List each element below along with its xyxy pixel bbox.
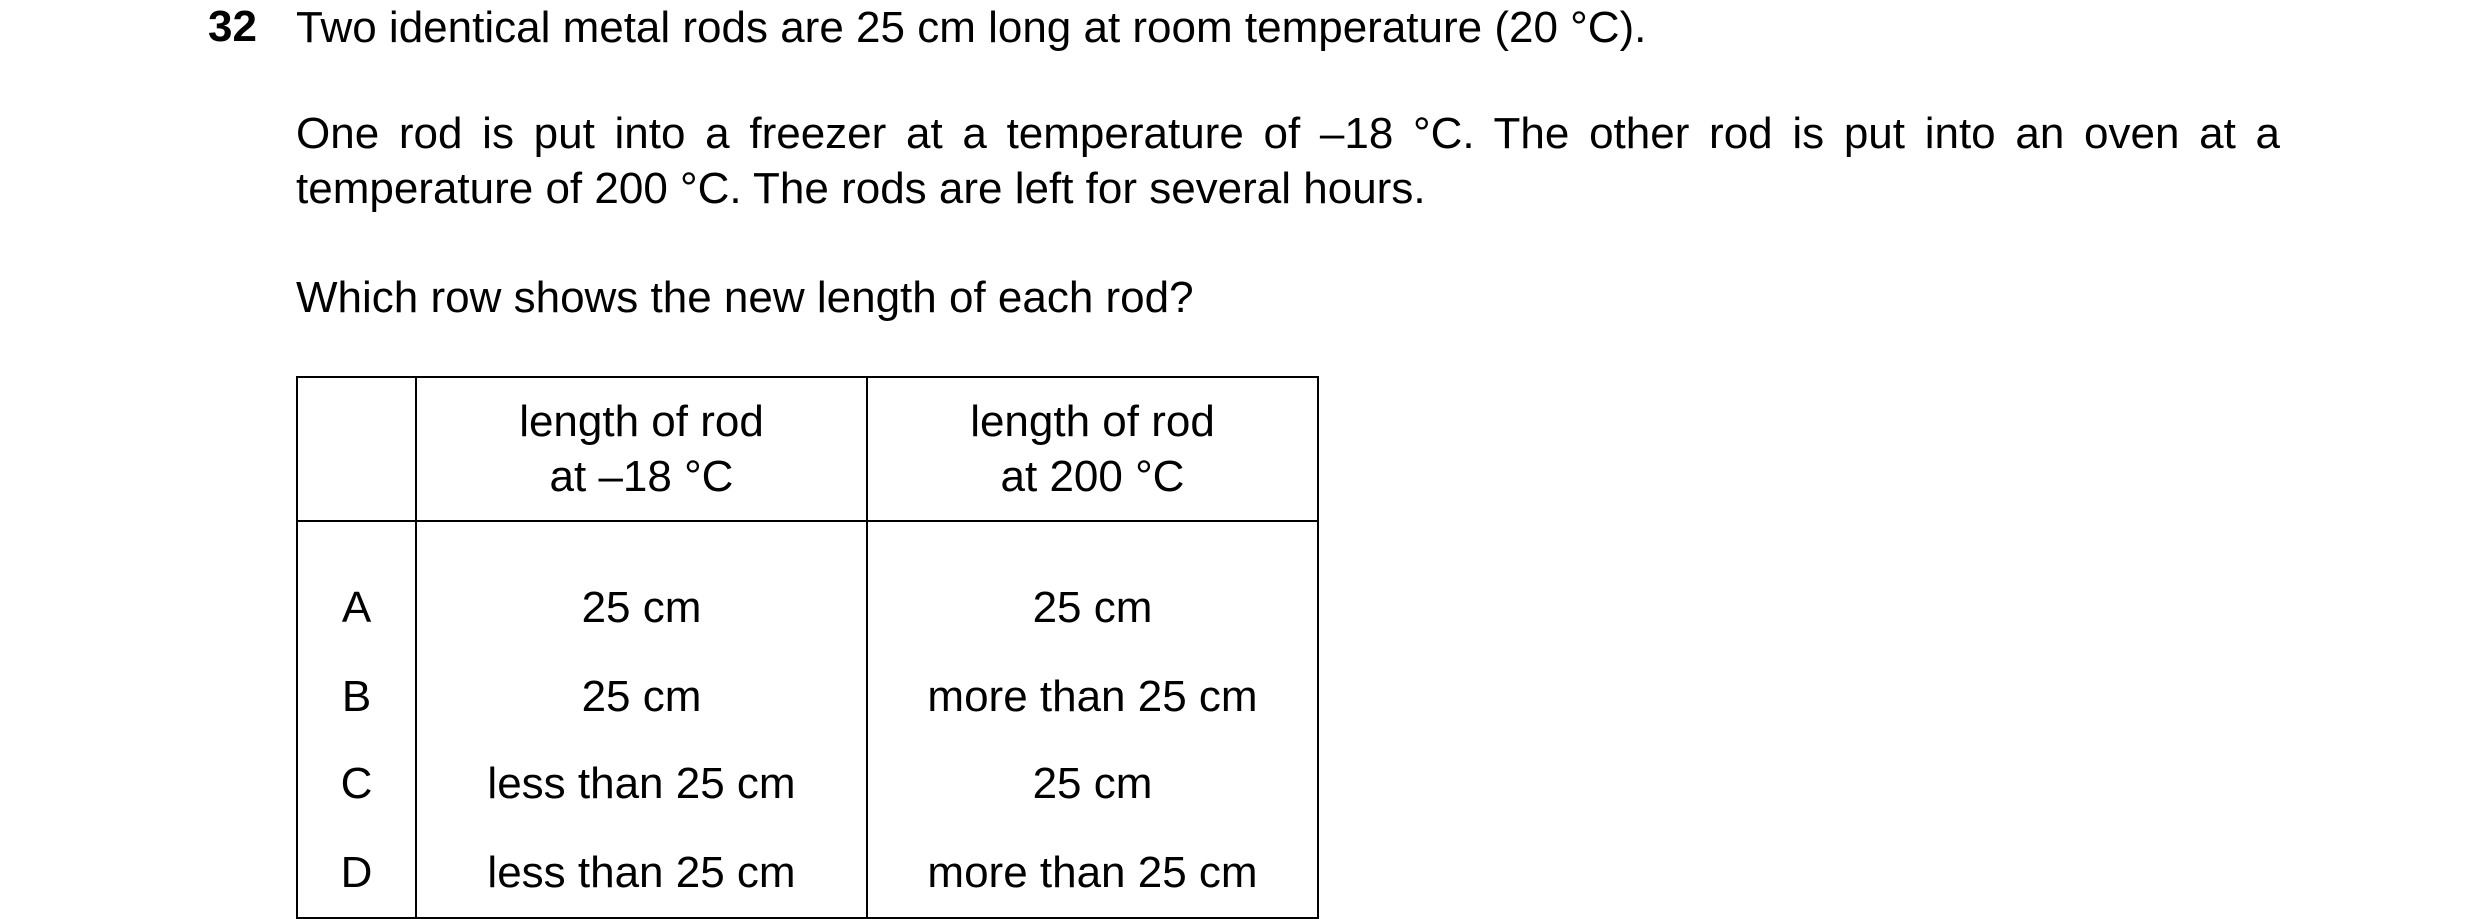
header-cold-line2: at –18 °C	[549, 452, 734, 501]
header-hot-line1: length of rod	[970, 397, 1215, 446]
table-row-c	[297, 740, 1318, 827]
header-cold-length	[416, 377, 867, 521]
header-blank-cell	[297, 377, 416, 521]
hot-length-cell: 25 cm	[867, 740, 1318, 827]
answer-table	[296, 376, 1319, 919]
option-letter: C	[297, 740, 416, 827]
option-letter: D	[297, 827, 416, 918]
header-hot-line2: at 200 °C	[1000, 452, 1185, 501]
question-setup: One rod is put into a freezer at a temperature of –18 °C. The other rod is put into an oven at a temperature of 200 °C. The rods are left for several hours.	[296, 109, 2280, 213]
question-intro: Two identical metal rods are 25 cm long at room temperature (20 °C).	[296, 3, 1647, 52]
option-letter: B	[297, 653, 416, 740]
question-number: 32	[208, 2, 257, 51]
hot-length-cell: 25 cm	[867, 521, 1318, 653]
header-cold-line1: length of rod	[519, 397, 764, 446]
cold-length-cell: 25 cm	[416, 653, 867, 740]
table-header-row	[297, 377, 1318, 521]
cold-length-cell: less than 25 cm	[416, 740, 867, 827]
table-row-b	[297, 653, 1318, 740]
option-letter: A	[297, 521, 416, 653]
table-row-a	[297, 521, 1318, 653]
cold-length-cell: less than 25 cm	[416, 827, 867, 918]
hot-length-cell: more than 25 cm	[867, 827, 1318, 918]
cold-length-cell: 25 cm	[416, 521, 867, 653]
table-row-d	[297, 827, 1318, 918]
question-prompt: Which row shows the new length of each rod?	[296, 273, 1194, 322]
hot-length-cell: more than 25 cm	[867, 653, 1318, 740]
header-hot-length	[867, 377, 1318, 521]
